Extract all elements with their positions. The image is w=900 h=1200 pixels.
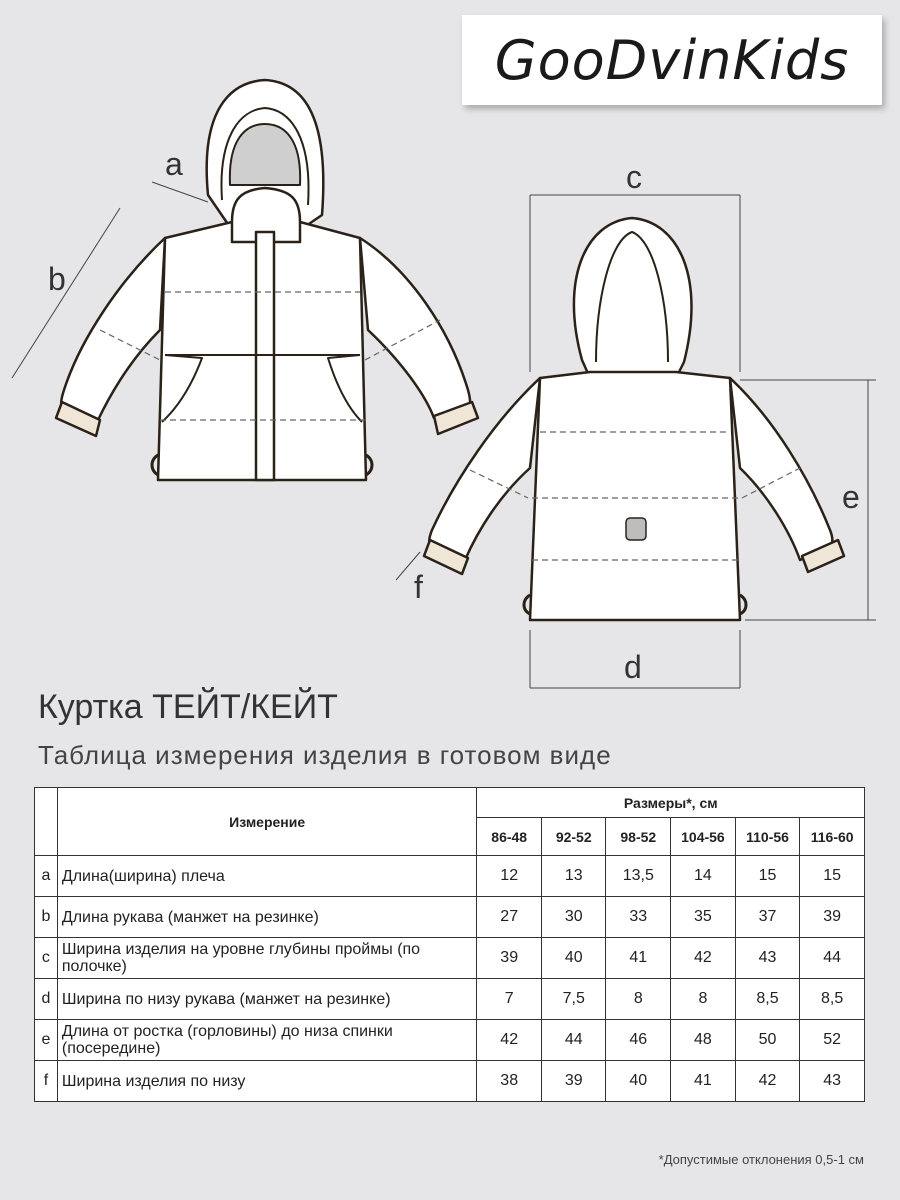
row-letter: f xyxy=(35,1061,58,1102)
table-row xyxy=(35,979,865,1020)
cell-value: 42 xyxy=(671,938,736,979)
row-name: Ширина по низу рукава (манжет на резинке) xyxy=(57,979,477,1020)
row-name: Длина от ростка (горловины) до низа спинки (посередине) xyxy=(57,1020,477,1061)
dim-label-e: e xyxy=(842,479,860,515)
row-name: Длина(ширина) плеча xyxy=(57,856,477,897)
cell-value: 40 xyxy=(606,1061,671,1102)
back-right-sleeve xyxy=(730,378,832,560)
row-name: Длина рукава (манжет на резинке) xyxy=(57,897,477,938)
table-subtitle: Таблица измерения изделия в готовом виде xyxy=(38,740,612,770)
size-header: 104-56 xyxy=(671,818,736,856)
cell-value: 13 xyxy=(541,856,606,897)
cell-value: 8 xyxy=(606,979,671,1020)
cell-value: 42 xyxy=(735,1061,800,1102)
product-title: Куртка ТЕЙТ/КЕЙТ xyxy=(38,688,338,726)
table-row xyxy=(35,1061,865,1102)
cell-value: 39 xyxy=(477,938,542,979)
row-letter: e xyxy=(35,1020,58,1061)
cell-value: 12 xyxy=(477,856,542,897)
size-table xyxy=(34,787,865,1102)
cell-value: 50 xyxy=(735,1020,800,1061)
cell-value: 41 xyxy=(671,1061,736,1102)
cell-value: 52 xyxy=(800,1020,865,1061)
cell-value: 8,5 xyxy=(735,979,800,1020)
cell-value: 44 xyxy=(541,1020,606,1061)
cell-value: 8,5 xyxy=(800,979,865,1020)
row-letter: d xyxy=(35,979,58,1020)
sizes-header: Размеры*, см xyxy=(477,788,865,818)
cell-value: 14 xyxy=(671,856,736,897)
cell-value: 38 xyxy=(477,1061,542,1102)
row-name: Ширина изделия на уровне глубины проймы (по полочке) xyxy=(57,938,477,979)
cell-value: 30 xyxy=(541,897,606,938)
cell-value: 8 xyxy=(671,979,736,1020)
table-row xyxy=(35,938,865,979)
letter-header xyxy=(35,788,58,856)
size-header: 110-56 xyxy=(735,818,800,856)
cell-value: 33 xyxy=(606,897,671,938)
size-header: 98-52 xyxy=(606,818,671,856)
cell-value: 37 xyxy=(735,897,800,938)
cell-value: 46 xyxy=(606,1020,671,1061)
dim-label-c: c xyxy=(626,159,642,195)
dim-label-b: b xyxy=(48,261,66,297)
row-letter: a xyxy=(35,856,58,897)
cell-value: 40 xyxy=(541,938,606,979)
cell-value: 15 xyxy=(800,856,865,897)
table-row xyxy=(35,856,865,897)
table-row xyxy=(35,897,865,938)
cell-value: 13,5 xyxy=(606,856,671,897)
cell-value: 42 xyxy=(477,1020,542,1061)
back-hood xyxy=(574,218,692,378)
cell-value: 15 xyxy=(735,856,800,897)
cell-value: 35 xyxy=(671,897,736,938)
cell-value: 7,5 xyxy=(541,979,606,1020)
row-letter: b xyxy=(35,897,58,938)
cell-value: 39 xyxy=(541,1061,606,1102)
cell-value: 39 xyxy=(800,897,865,938)
front-left-sleeve xyxy=(61,238,165,420)
cell-value: 7 xyxy=(477,979,542,1020)
row-letter: c xyxy=(35,938,58,979)
size-header: 116-60 xyxy=(800,818,865,856)
row-name: Ширина изделия по низу xyxy=(57,1061,477,1102)
cell-value: 48 xyxy=(671,1020,736,1061)
cell-value: 27 xyxy=(477,897,542,938)
cell-value: 43 xyxy=(800,1061,865,1102)
brand-name: GooDvinKids xyxy=(494,29,850,92)
dim-label-f: f xyxy=(414,569,423,605)
measurement-header: Измерение xyxy=(57,788,477,856)
dim-label-a: a xyxy=(165,146,183,182)
table-row xyxy=(35,1020,865,1061)
size-header: 86-48 xyxy=(477,818,542,856)
dim-label-d: d xyxy=(624,649,642,685)
cell-value: 44 xyxy=(800,938,865,979)
front-right-sleeve xyxy=(360,238,470,418)
cell-value: 43 xyxy=(735,938,800,979)
back-body xyxy=(530,372,740,620)
footnote: *Допустимые отклонения 0,5-1 см xyxy=(658,1152,864,1167)
size-header: 92-52 xyxy=(541,818,606,856)
cell-value: 41 xyxy=(606,938,671,979)
